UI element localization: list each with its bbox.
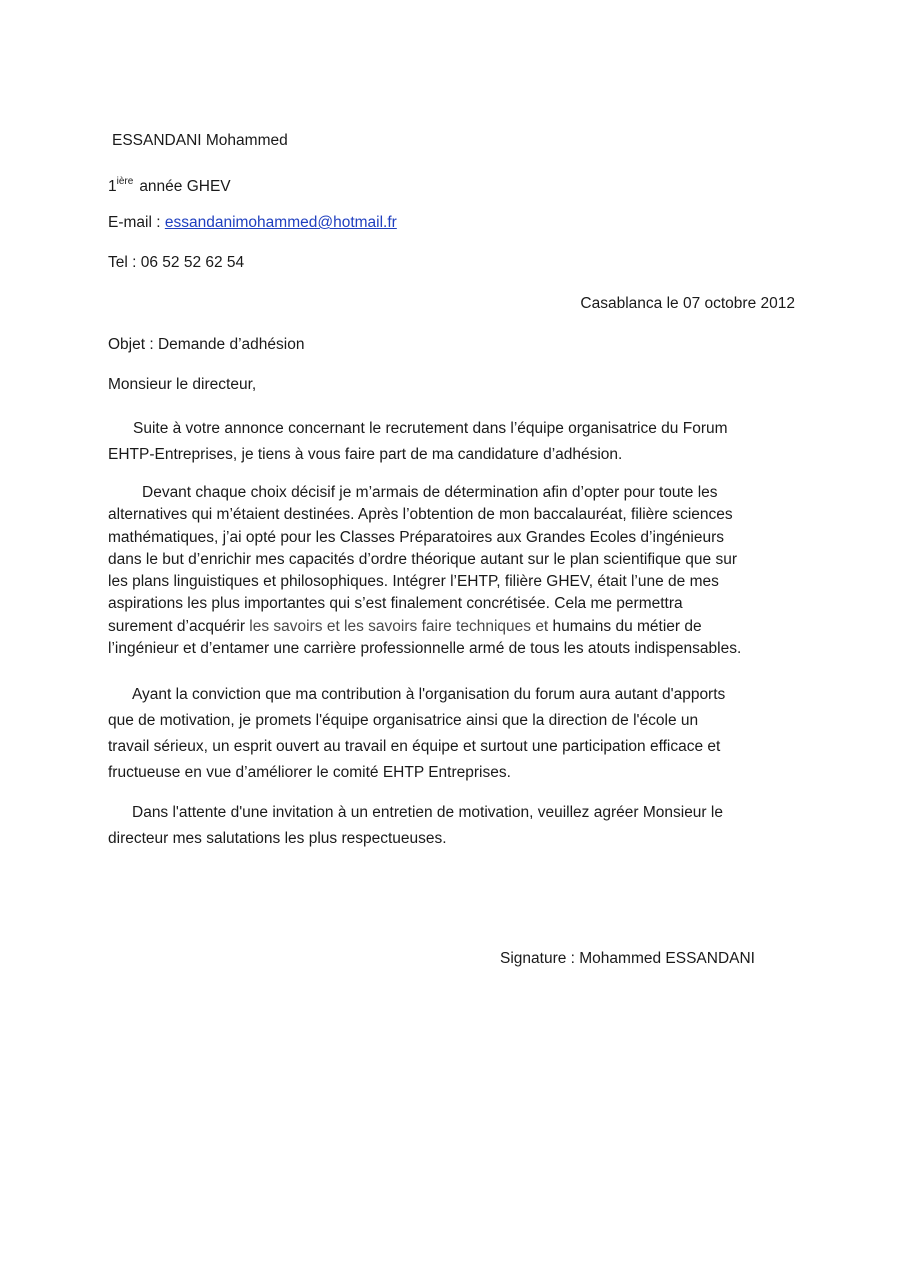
paragraph-4: [108, 800, 798, 852]
signature: Signature : Mohammed ESSANDANI: [500, 950, 755, 967]
paragraph-line: Devant chaque choix décisif je m’armais de détermination afin d’opter pour toute les: [142, 484, 718, 501]
year-superscript: ière: [116, 176, 134, 187]
paragraph-line: dans le but d’enrichir mes capacités d’ordre théorique autant sur le plan scientifique que sur: [108, 550, 737, 568]
email-link[interactable]: essandanimohammed@hotmail.fr: [164, 214, 397, 231]
paragraph-line: l’ingénieur et d’entamer une carrière professionnelle armé de tous les atouts indispensables.: [108, 640, 742, 658]
salutation: Monsieur le directeur,: [108, 376, 257, 393]
sender-email: [108, 213, 397, 233]
paragraph-line: Ayant la conviction que ma contribution à l'organisation du forum aura autant d'apports: [132, 686, 726, 703]
paragraph-line: les plans linguistiques et philosophiques. Intégrer l’EHTP, filière GHEV, était l’une de mes: [108, 573, 719, 591]
subject-line: Objet : Demande d’adhésion: [108, 336, 305, 353]
paragraph-line: alternatives qui m’étaient destinées. Après l’obtention de mon baccalauréat, filière sciences: [108, 506, 733, 524]
paragraph-1: [108, 416, 798, 468]
paragraph-line: Dans l'attente d'une invitation à un entretien de motivation, veuillez agréer Monsieur le: [132, 804, 723, 821]
sender-tel: Tel : 06 52 52 62 54: [108, 254, 245, 271]
year-text: année GHEV: [139, 178, 231, 195]
paragraph-line: travail sérieux, un esprit ouvert au travail en équipe et surtout une participation efficace et: [108, 738, 721, 755]
paragraph-line: aspirations les plus importantes qui s’est finalement concrétisée. Cela me permettra: [108, 595, 683, 613]
paragraph-line: directeur mes salutations les plus respectueuses.: [108, 830, 447, 847]
paragraph-line: que de motivation, je promets l'équipe organisatrice ainsi que la direction de l'école un: [108, 712, 699, 729]
line-end: humains du métier de: [548, 617, 702, 635]
paragraph-line: [108, 616, 798, 638]
line-start: surement d’acquérir: [108, 617, 250, 635]
line-muted-text: les savoirs et les savoirs faire techniques et: [249, 617, 549, 635]
date-line: Casablanca le 07 octobre 2012: [580, 295, 795, 312]
email-label: E-mail :: [108, 214, 165, 231]
paragraph-2: [108, 482, 798, 660]
sender-name: ESSANDANI Mohammed: [112, 132, 288, 149]
sender-year: [108, 172, 231, 197]
paragraph-line: fructueuse en vue d’améliorer le comité EHTP Entreprises.: [108, 764, 511, 781]
paragraph-line: EHTP-Entreprises, je tiens à vous faire part de ma candidature d’adhésion.: [108, 446, 623, 463]
paragraph-3: [108, 682, 798, 786]
paragraph-line: mathématiques, j’ai opté pour les Classes Préparatoires aux Grandes Ecoles d’ingénieurs: [108, 528, 725, 546]
paragraph-line: Suite à votre annonce concernant le recrutement dans l’équipe organisatrice du Forum: [133, 420, 728, 437]
year-number: 1: [108, 178, 117, 195]
